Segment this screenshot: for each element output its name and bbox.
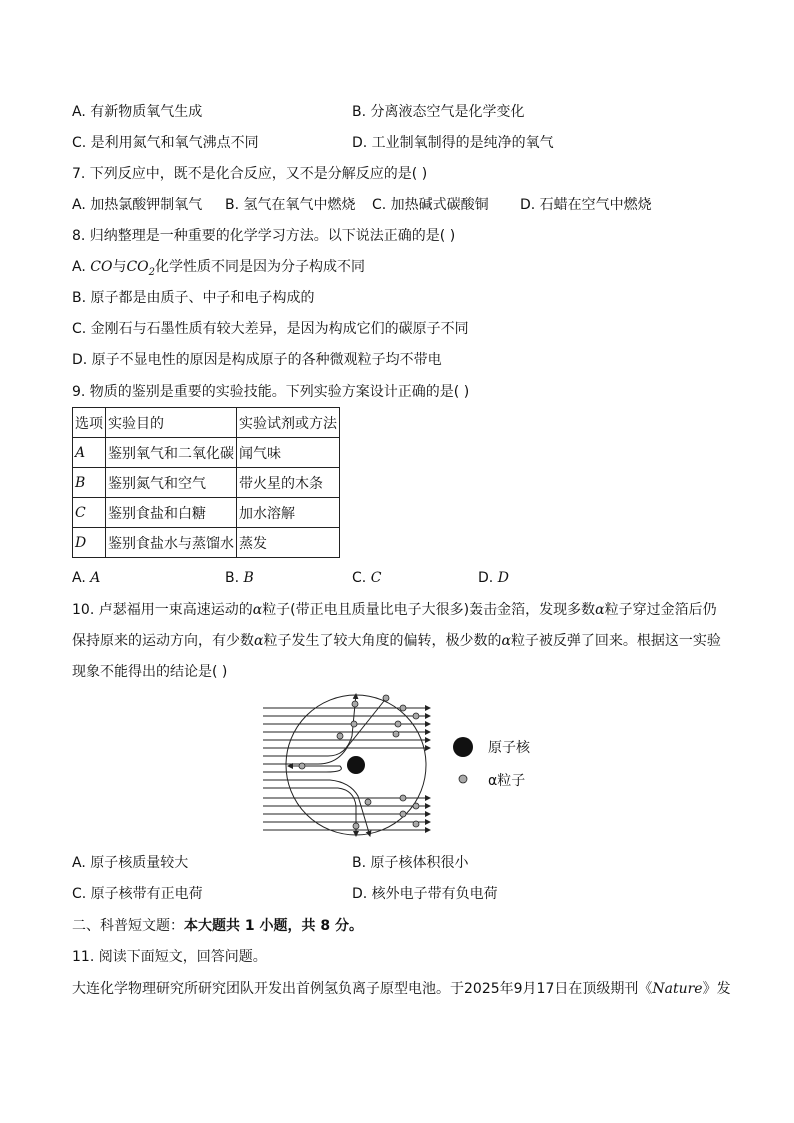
q7-option-b: B. 氢气在氧气中燃烧: [225, 197, 356, 213]
section-2-heading: [72, 916, 363, 936]
table-cell: 蒸发: [237, 528, 340, 558]
alpha-symbol: α: [595, 602, 605, 618]
q9-option-d: [478, 568, 509, 588]
q7-option-d: D. 石蜡在空气中燃烧: [520, 197, 652, 213]
table-cell: 加水溶解: [237, 498, 340, 528]
q10-stem-line3: 现象不能得出的结论是( ): [72, 664, 228, 680]
nucleus-legend-icon: [452, 736, 474, 758]
section-desc: 本大题共 1 小题，共 8 分。: [184, 918, 363, 934]
table-header-cell: 实验试剂或方法: [237, 408, 340, 438]
table-header-cell: 选项: [73, 408, 106, 438]
q10-stem-line1: [72, 600, 717, 620]
q8-stem: 8. 归纳整理是一种重要的化学学习方法。以下说法正确的是( ): [72, 228, 456, 244]
q8-option-b: B. 原子都是由质子、中子和电子构成的: [72, 290, 315, 306]
q10-stem-line2: [72, 631, 721, 651]
q9-stem: 9. 物质的鉴别是重要的实验技能。下列实验方案设计正确的是( ): [72, 384, 470, 400]
table-cell: 鉴别氧气和二氧化碳: [106, 438, 237, 468]
q11-passage-line1: [72, 979, 731, 999]
q6-option-c: C. 是利用氮气和氧气沸点不同: [72, 135, 259, 151]
alpha-particle-legend-icon: [457, 773, 469, 785]
table-row: [73, 468, 340, 498]
q8-option-a-prefix: A.: [72, 259, 91, 275]
journal-name: Nature: [652, 981, 703, 997]
table-cell: 鉴别氮气和空气: [106, 468, 237, 498]
rutherford-scattering-diagram: [258, 686, 438, 840]
text-run: 粒子发生了较大角度的偏转，极少数的: [263, 633, 502, 649]
alpha-symbol: α: [254, 633, 264, 649]
alpha-symbol: α: [252, 602, 263, 618]
formula-co2: CO: [126, 259, 149, 275]
section-title: 二、科普短文题：: [72, 918, 184, 934]
q10-option-d: D. 核外电子带有负电荷: [352, 886, 498, 902]
option-prefix: C.: [352, 570, 371, 586]
text-run: 大连化学物理研究所研究团队开发出首例氢负离子原型电池。于2025年9月17日在顶级期刊《: [72, 981, 653, 997]
alpha-symbol: α: [501, 633, 511, 649]
option-prefix: A.: [72, 570, 91, 586]
legend-nucleus-label: 原子核: [488, 740, 530, 756]
q9-table: [72, 407, 340, 558]
q7-option-c: C. 加热碱式碳酸铜: [372, 197, 489, 213]
legend-alpha-label: α粒子: [488, 773, 526, 789]
q8-option-c: C. 金刚石与石墨性质有较大差异，是因为构成它们的碳原子不同: [72, 321, 469, 337]
table-header-cell: 实验目的: [106, 408, 237, 438]
table-row: [73, 438, 340, 468]
option-letter: B: [243, 570, 254, 586]
table-cell: A: [73, 438, 106, 468]
q10-option-b: B. 原子核体积很小: [352, 855, 469, 871]
text-run: 》发: [702, 981, 731, 997]
q8-option-a-suffix: 化学性质不同是因为分子构成不同: [155, 259, 366, 275]
table-cell: C: [73, 498, 106, 528]
nucleus-dot: [347, 756, 365, 774]
text-run: 粒子(带正电且质量比电子大很多)轰击金箔，发现多数: [262, 602, 596, 618]
option-letter: D: [497, 570, 509, 586]
option-letter: A: [90, 570, 101, 586]
q8-option-a: [72, 257, 365, 283]
formula-co: CO: [90, 259, 113, 275]
q6-option-a: A. 有新物质氧气生成: [72, 104, 203, 120]
text-run: 粒子被反弹了回来。根据这一实验: [510, 633, 721, 649]
q6-option-d: D. 工业制氧制得的是纯净的氧气: [352, 135, 554, 151]
option-letter: C: [370, 570, 382, 586]
q8-option-d: D. 原子不显电性的原因是构成原子的各种微观粒子均不带电: [72, 352, 442, 368]
text-run: 保持原来的运动方向，有少数: [72, 633, 254, 649]
table-cell: 闻气味: [237, 438, 340, 468]
q11-stem: 11. 阅读下面短文，回答问题。: [72, 949, 267, 965]
q7-stem: 7. 下列反应中，既不是化合反应，又不是分解反应的是( ): [72, 166, 428, 182]
table-cell: 带火星的木条: [237, 468, 340, 498]
option-prefix: D.: [478, 570, 498, 586]
text-run: 粒子穿过金箔后仍: [604, 602, 717, 618]
q8-option-a-mid: 与: [112, 259, 127, 275]
table-cell: D: [73, 528, 106, 558]
q9-option-a: [72, 568, 100, 588]
table-cell: B: [73, 468, 106, 498]
q9-option-b: [225, 568, 254, 588]
table-cell: 鉴别食盐水与蒸馏水: [106, 528, 237, 558]
q10-option-a: A. 原子核质量较大: [72, 855, 189, 871]
q9-option-c: [352, 568, 381, 588]
q7-option-a: A. 加热氯酸钾制氧气: [72, 197, 203, 213]
q6-option-b: B. 分离液态空气是化学变化: [352, 104, 525, 120]
table-row: [73, 528, 340, 558]
q10-option-c: C. 原子核带有正电荷: [72, 886, 203, 902]
text-run: 10. 卢瑟福用一束高速运动的: [72, 602, 253, 618]
table-cell: 鉴别食盐和白糖: [106, 498, 237, 528]
table-header-row: [73, 408, 340, 438]
table-row: [73, 498, 340, 528]
option-prefix: B.: [225, 570, 244, 586]
formula-co2-subscript: 2: [148, 266, 156, 278]
